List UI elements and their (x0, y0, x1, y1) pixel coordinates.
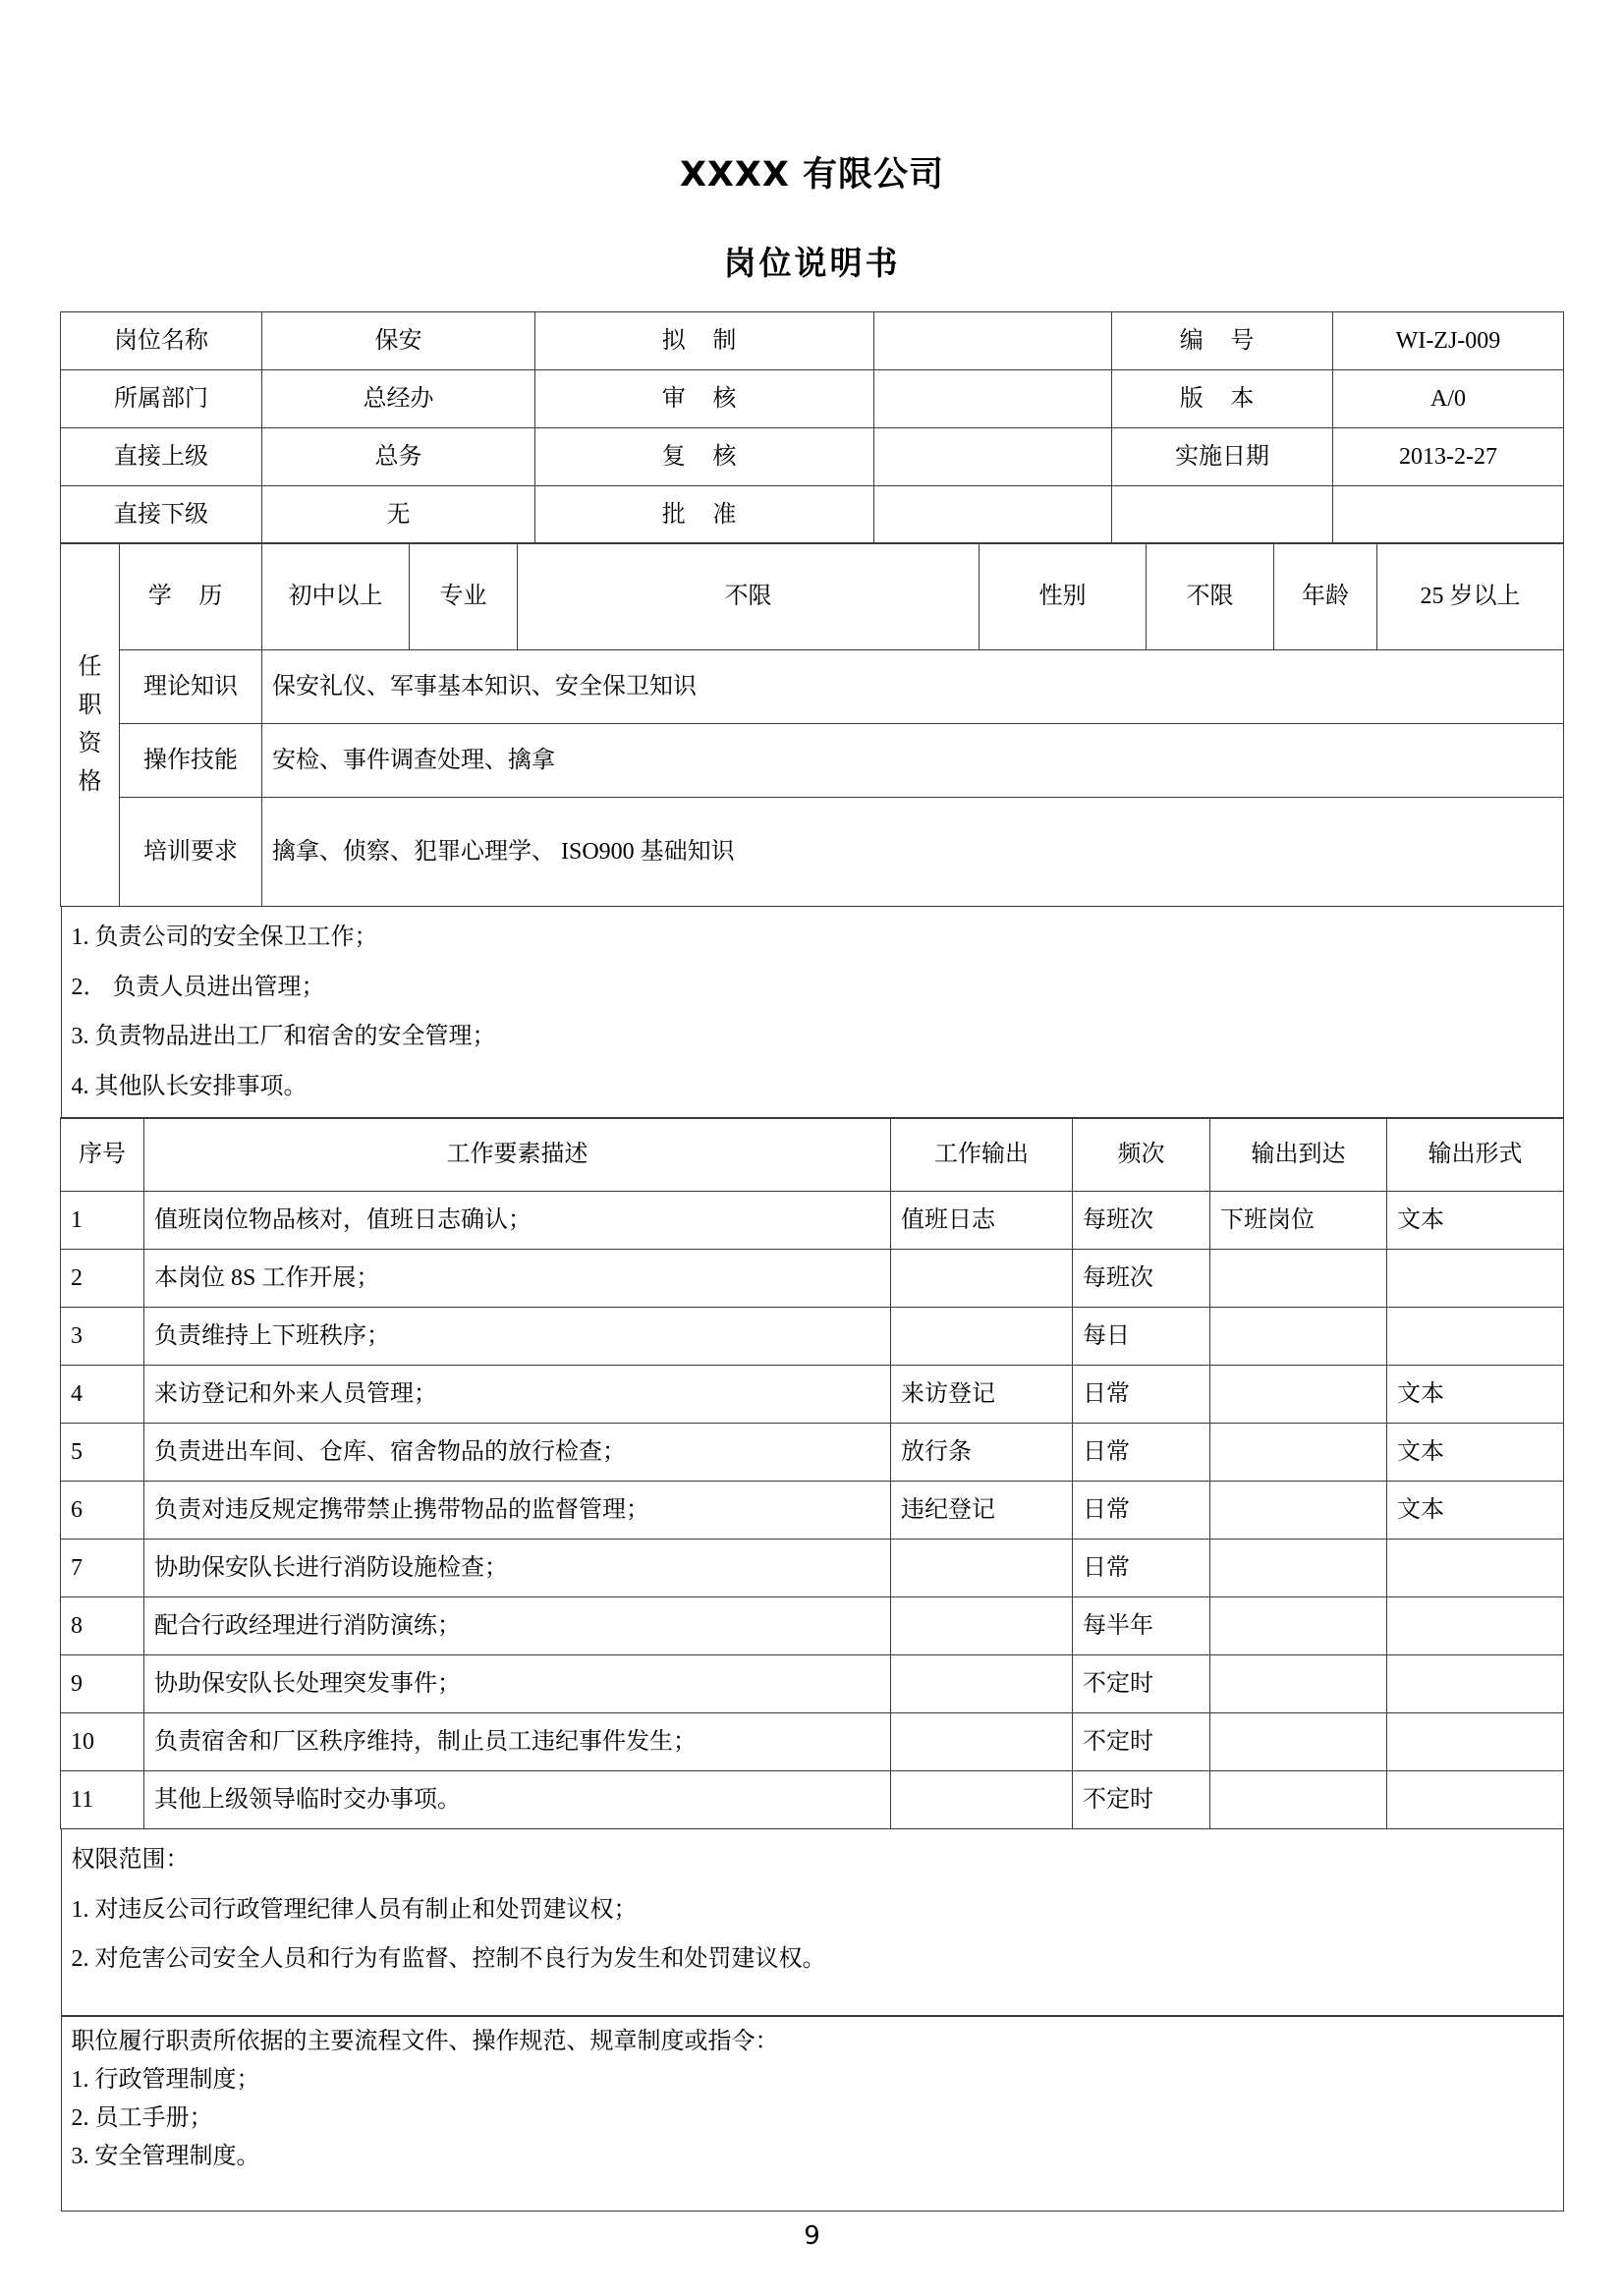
qualification-section-label-char: 职 (78, 693, 102, 719)
authority-block (61, 1828, 1563, 2016)
cell-output: 值班日志 (891, 1192, 1073, 1250)
cell-no: 10 (61, 1713, 144, 1771)
cell-output: 违纪登记 (891, 1482, 1073, 1540)
table-row (61, 1192, 1564, 1250)
qualification-row-value: 安检、事件调查处理、擒拿 (262, 724, 1564, 798)
cell-no: 3 (61, 1308, 144, 1366)
column-header-arrive: 输出到达 (1210, 1118, 1387, 1192)
meta-value (1333, 486, 1564, 544)
table-row (61, 1424, 1564, 1482)
reference-item: 1. 行政管理制度； (71, 2067, 260, 2094)
authority-item: 1. 对违反公司行政管理纪律人员有制止和处罚建议权； (71, 1896, 638, 1923)
cell-form: 文本 (1387, 1192, 1564, 1250)
cell-arrive (1210, 1250, 1387, 1308)
cell-output (891, 1540, 1073, 1597)
reference-item: 3. 安全管理制度。 (71, 2143, 260, 2169)
cell-arrive: 下班岗位 (1210, 1192, 1387, 1250)
cell-no: 5 (61, 1424, 144, 1482)
table-header-row (61, 1118, 1564, 1192)
cell-no: 11 (61, 1771, 144, 1829)
age-value: 25 岁以上 (1377, 543, 1564, 650)
info-label: 所属部门 (61, 370, 262, 428)
cell-freq: 每班次 (1073, 1250, 1210, 1308)
cell-no: 7 (61, 1540, 144, 1597)
table-row (61, 543, 1564, 650)
title-block (0, 0, 1624, 284)
authority-table (61, 1828, 1564, 2017)
qualification-table (60, 542, 1564, 907)
info-value: 无 (262, 486, 535, 544)
cell-form (1387, 1308, 1564, 1366)
responsibility-item: 1. 负责公司的安全保卫工作； (71, 924, 378, 950)
meta-value: A/0 (1333, 370, 1564, 428)
cell-arrive (1210, 1655, 1387, 1713)
table-row (61, 724, 1564, 798)
cell-no: 8 (61, 1597, 144, 1655)
approval-value (874, 486, 1112, 544)
cell-desc: 本岗位 8S 工作开展； (144, 1250, 891, 1308)
major-label: 专业 (410, 543, 518, 650)
qualification-section-label-char: 任 (78, 654, 102, 681)
cell-arrive (1210, 1771, 1387, 1829)
cell-freq: 不定时 (1073, 1655, 1210, 1713)
cell-no: 4 (61, 1366, 144, 1424)
company-title: XXXX 有限公司 (679, 155, 945, 195)
cell-arrive (1210, 1597, 1387, 1655)
cell-form (1387, 1250, 1564, 1308)
table-row (61, 1655, 1564, 1713)
authority-heading: 权限范围： (71, 1846, 190, 1873)
cell-desc: 负责进出车间、仓库、宿舍物品的放行检查； (144, 1424, 891, 1482)
reference-item: 2. 员工手册； (71, 2104, 213, 2131)
meta-value: 2013-2-27 (1333, 428, 1564, 486)
meta-label: 实施日期 (1112, 428, 1333, 486)
cell-form: 文本 (1387, 1366, 1564, 1424)
cell-form (1387, 1597, 1564, 1655)
cell-output: 来访登记 (891, 1366, 1073, 1424)
approval-label: 审 核 (535, 370, 874, 428)
approval-value (874, 312, 1112, 370)
column-header-no: 序号 (61, 1118, 144, 1192)
cell-output (891, 1308, 1073, 1366)
table-row (61, 650, 1564, 724)
cell-output (891, 1713, 1073, 1771)
table-row (61, 2016, 1563, 2212)
table-row (61, 1250, 1564, 1308)
cell-freq: 日常 (1073, 1482, 1210, 1540)
cell-arrive (1210, 1308, 1387, 1366)
cell-arrive (1210, 1366, 1387, 1424)
cell-output (891, 1597, 1073, 1655)
work-elements-table (60, 1117, 1564, 1829)
cell-form (1387, 1771, 1564, 1829)
meta-label: 版 本 (1112, 370, 1333, 428)
cell-freq: 日常 (1073, 1424, 1210, 1482)
meta-value: WI-ZJ-009 (1333, 312, 1564, 370)
gender-label: 性别 (980, 543, 1147, 650)
cell-no: 9 (61, 1655, 144, 1713)
info-label: 直接上级 (61, 428, 262, 486)
table-row (61, 1771, 1564, 1829)
gender-value: 不限 (1147, 543, 1274, 650)
responsibilities-block (61, 906, 1563, 1118)
approval-label: 批 准 (535, 486, 874, 544)
cell-desc: 配合行政经理进行消防演练； (144, 1597, 891, 1655)
cell-desc: 负责宿舍和厂区秩序维持，制止员工违纪事件发生； (144, 1713, 891, 1771)
cell-form: 文本 (1387, 1424, 1564, 1482)
cell-freq: 不定时 (1073, 1771, 1210, 1829)
table-row (61, 312, 1564, 370)
approval-value (874, 428, 1112, 486)
cell-output (891, 1250, 1073, 1308)
cell-form (1387, 1713, 1564, 1771)
page-number: 9 (804, 2221, 820, 2251)
info-value: 总务 (262, 428, 535, 486)
cell-arrive (1210, 1482, 1387, 1540)
table-row (61, 428, 1564, 486)
qualification-row-label: 理论知识 (120, 650, 262, 724)
qualification-row-value: 擒拿、侦察、犯罪心理学、 ISO900 基础知识 (262, 798, 1564, 907)
meta-label (1112, 486, 1333, 544)
qualification-section-label-char: 格 (78, 768, 102, 795)
cell-no: 1 (61, 1192, 144, 1250)
cell-desc: 协助保安队长处理突发事件； (144, 1655, 891, 1713)
column-header-output: 工作输出 (891, 1118, 1073, 1192)
info-value: 总经办 (262, 370, 535, 428)
document-title: 岗位说明书 (723, 244, 901, 282)
info-label: 直接下级 (61, 486, 262, 544)
cell-desc: 值班岗位物品核对，值班日志确认； (144, 1192, 891, 1250)
qualification-row-label: 操作技能 (120, 724, 262, 798)
cell-form: 文本 (1387, 1482, 1564, 1540)
cell-freq: 日常 (1073, 1540, 1210, 1597)
cell-desc: 来访登记和外来人员管理； (144, 1366, 891, 1424)
authority-item: 2. 对危害公司安全人员和行为有监督、控制不良行为发生和处罚建议权。 (71, 1946, 826, 1973)
info-value: 保安 (262, 312, 535, 370)
table-row (61, 1308, 1564, 1366)
table-row (61, 1828, 1563, 2016)
table-row (61, 798, 1564, 907)
column-header-desc: 工作要素描述 (144, 1118, 891, 1192)
responsibility-item: 2． 负责人员进出管理； (71, 974, 325, 1000)
info-table (60, 311, 1564, 544)
table-row (61, 1540, 1564, 1597)
cell-desc: 负责维持上下班秩序； (144, 1308, 891, 1366)
column-header-form: 输出形式 (1387, 1118, 1564, 1192)
cell-form (1387, 1655, 1564, 1713)
cell-freq: 每班次 (1073, 1192, 1210, 1250)
cell-desc: 负责对违反规定携带禁止携带物品的监督管理； (144, 1482, 891, 1540)
cell-desc: 其他上级领导临时交办事项。 (144, 1771, 891, 1829)
column-header-freq: 频次 (1073, 1118, 1210, 1192)
approval-value (874, 370, 1112, 428)
cell-freq: 每半年 (1073, 1597, 1210, 1655)
table-row (61, 1713, 1564, 1771)
meta-label: 编 号 (1112, 312, 1333, 370)
table-row (61, 906, 1563, 1118)
cell-output: 放行条 (891, 1424, 1073, 1482)
references-heading: 职位履行职责所依据的主要流程文件、操作规范、规章制度或指令： (71, 2029, 779, 2055)
education-value: 初中以上 (262, 543, 410, 650)
cell-no: 6 (61, 1482, 144, 1540)
info-label: 岗位名称 (61, 312, 262, 370)
cell-arrive (1210, 1424, 1387, 1482)
cell-output (891, 1655, 1073, 1713)
approval-label: 复 核 (535, 428, 874, 486)
cell-form (1387, 1540, 1564, 1597)
cell-freq: 日常 (1073, 1366, 1210, 1424)
table-row (61, 1597, 1564, 1655)
cell-desc: 协助保安队长进行消防设施检查； (144, 1540, 891, 1597)
table-row (61, 486, 1564, 544)
table-row (61, 370, 1564, 428)
age-label: 年龄 (1274, 543, 1377, 650)
cell-freq: 不定时 (1073, 1713, 1210, 1771)
table-row (61, 1482, 1564, 1540)
cell-no: 2 (61, 1250, 144, 1308)
education-label: 学 历 (120, 543, 262, 650)
table-row (61, 1366, 1564, 1424)
cell-output (891, 1771, 1073, 1829)
references-block (61, 2016, 1563, 2212)
cell-arrive (1210, 1540, 1387, 1597)
cell-freq: 每日 (1073, 1308, 1210, 1366)
responsibility-item: 4. 其他队长安排事项。 (71, 1074, 308, 1100)
responsibilities-table (61, 906, 1564, 1119)
qualification-section-label (61, 543, 120, 907)
qualification-section-label-char: 资 (78, 730, 102, 756)
qualification-row-label: 培训要求 (120, 798, 262, 907)
qualification-row-value: 保安礼仪、军事基本知识、安全保卫知识 (262, 650, 1564, 724)
references-table (61, 2015, 1564, 2212)
responsibility-item: 3. 负责物品进出工厂和宿舍的安全管理； (71, 1024, 496, 1050)
major-value: 不限 (518, 543, 980, 650)
approval-label: 拟 制 (535, 312, 874, 370)
cell-arrive (1210, 1713, 1387, 1771)
